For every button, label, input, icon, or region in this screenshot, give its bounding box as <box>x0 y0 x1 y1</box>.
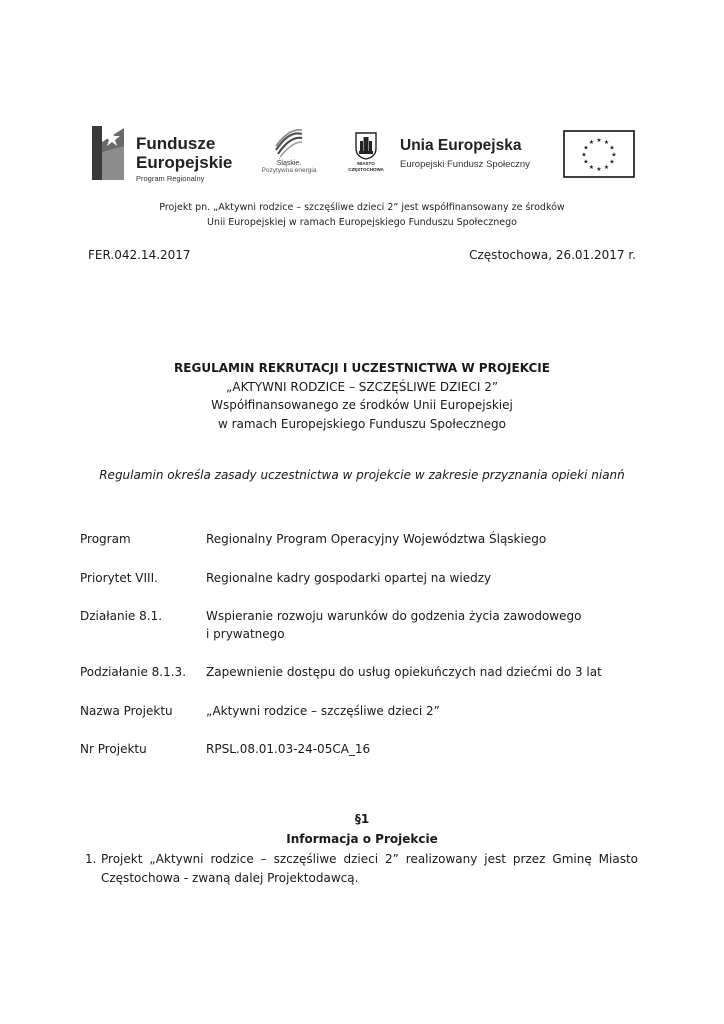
slaskie-swirl-icon <box>272 128 306 158</box>
svg-text:★: ★ <box>596 137 602 144</box>
title-line1: REGULAMIN REKRUTACJI I UCZESTNICTWA W PROJEKCIE <box>174 361 550 375</box>
title-line2: „AKTYWNI RODZICE – SZCZĘŚLIWE DZIECI 2” <box>225 379 499 394</box>
subheader-line2: Unii Europejskiej w ramach Europejskiego Funduszu Społecznego <box>207 216 517 228</box>
svg-text:★: ★ <box>596 166 602 173</box>
detail-value: Regionalny Program Operacyjny Województwa Śląskiego <box>206 532 547 546</box>
section-number: §1 <box>354 812 370 826</box>
czest-line2: CZĘSTOCHOWA <box>348 167 384 172</box>
project-funding-note <box>100 201 624 230</box>
detail-value: Regionalne kadry gospodarki opartej na wiedzy <box>206 571 492 585</box>
slaskie-logo <box>258 128 320 174</box>
detail-label: Nr Projektu <box>80 742 147 756</box>
svg-text:★: ★ <box>588 139 595 146</box>
detail-value: „Aktywni rodzice – szczęśliwe dzieci 2” <box>206 704 440 718</box>
subheader-line1: Projekt pn. „Aktywni rodzice – szczęśliwe dzieci 2” jest współfinansowany ze środków <box>159 202 565 213</box>
title-line4: w ramach Europejskiego Funduszu Społecznego <box>217 416 507 431</box>
slaskie-line2: Pozytywna energia <box>261 167 317 174</box>
detail-value: Wspieranie rozwoju warunków do godzenia życia zawodowego <box>206 609 582 623</box>
detail-value-block <box>206 607 636 643</box>
intro-text: Regulamin określa zasady uczestnictwa w projekcie w zakresie przyznania opieki nianń <box>99 468 625 482</box>
detail-value: RPSL.08.01.03-24-05CA_16 <box>206 742 371 756</box>
czestochowa-logo <box>342 132 390 172</box>
czestochowa-crest-icon <box>355 132 377 160</box>
ue-title: Unia Europejska <box>400 137 522 154</box>
svg-text:★: ★ <box>588 164 595 171</box>
detail-label: Podziałanie 8.1.3. <box>80 665 187 679</box>
svg-text:★: ★ <box>583 144 589 152</box>
place-date: Częstochowa, 26.01.2017 r. <box>469 248 636 262</box>
title-line3: Współfinansowanego ze środków Unii Europejskiej <box>211 398 513 412</box>
document-title <box>80 359 644 433</box>
svg-text:★: ★ <box>603 139 610 146</box>
fundusze-europejskie-logo-icon <box>90 122 126 184</box>
detail-label: Priorytet VIII. <box>80 571 158 585</box>
list-item-line2: Częstochowa - zwaną dalej Projektodawcą. <box>101 870 359 885</box>
unia-europejska-logo <box>400 137 550 170</box>
detail-label: Program <box>80 532 131 546</box>
czest-line1: MIASTO <box>357 161 375 166</box>
ue-subtitle: Europejski Fundusz Społeczny <box>400 159 530 170</box>
section-title: Informacja o Projekcie <box>286 832 438 846</box>
svg-text:★: ★ <box>581 151 587 159</box>
list-item-line1: Projekt „Aktywni rodzice – szczęśliwe dzieci 2” realizowany jest przez Gminę Miasto <box>101 852 638 866</box>
list-item-text <box>101 850 638 887</box>
slaskie-line1: Śląskie. <box>276 160 302 167</box>
fundusze-europejskie-logo <box>136 134 232 183</box>
detail-label: Nazwa Projektu <box>80 704 173 718</box>
svg-text:★: ★ <box>611 151 617 159</box>
reference-number: FER.042.14.2017 <box>88 248 191 262</box>
list-item-number: 1. <box>85 852 97 866</box>
detail-value-cont: i prywatnego <box>206 627 285 641</box>
detail-value: Zapewnienie dostępu do usług opiekuńczych nad dziećmi do 3 lat <box>206 665 602 679</box>
detail-label: Działanie 8.1. <box>80 609 163 623</box>
svg-text:★: ★ <box>609 158 615 166</box>
svg-text:★: ★ <box>609 144 615 152</box>
fe-line3: Program Regionalny <box>136 174 205 183</box>
fe-line1: Fundusze <box>136 134 216 153</box>
eu-flag-icon <box>563 130 635 178</box>
svg-text:★: ★ <box>603 164 610 171</box>
fe-line2: Europejskie <box>136 153 233 172</box>
svg-text:★: ★ <box>583 158 589 166</box>
